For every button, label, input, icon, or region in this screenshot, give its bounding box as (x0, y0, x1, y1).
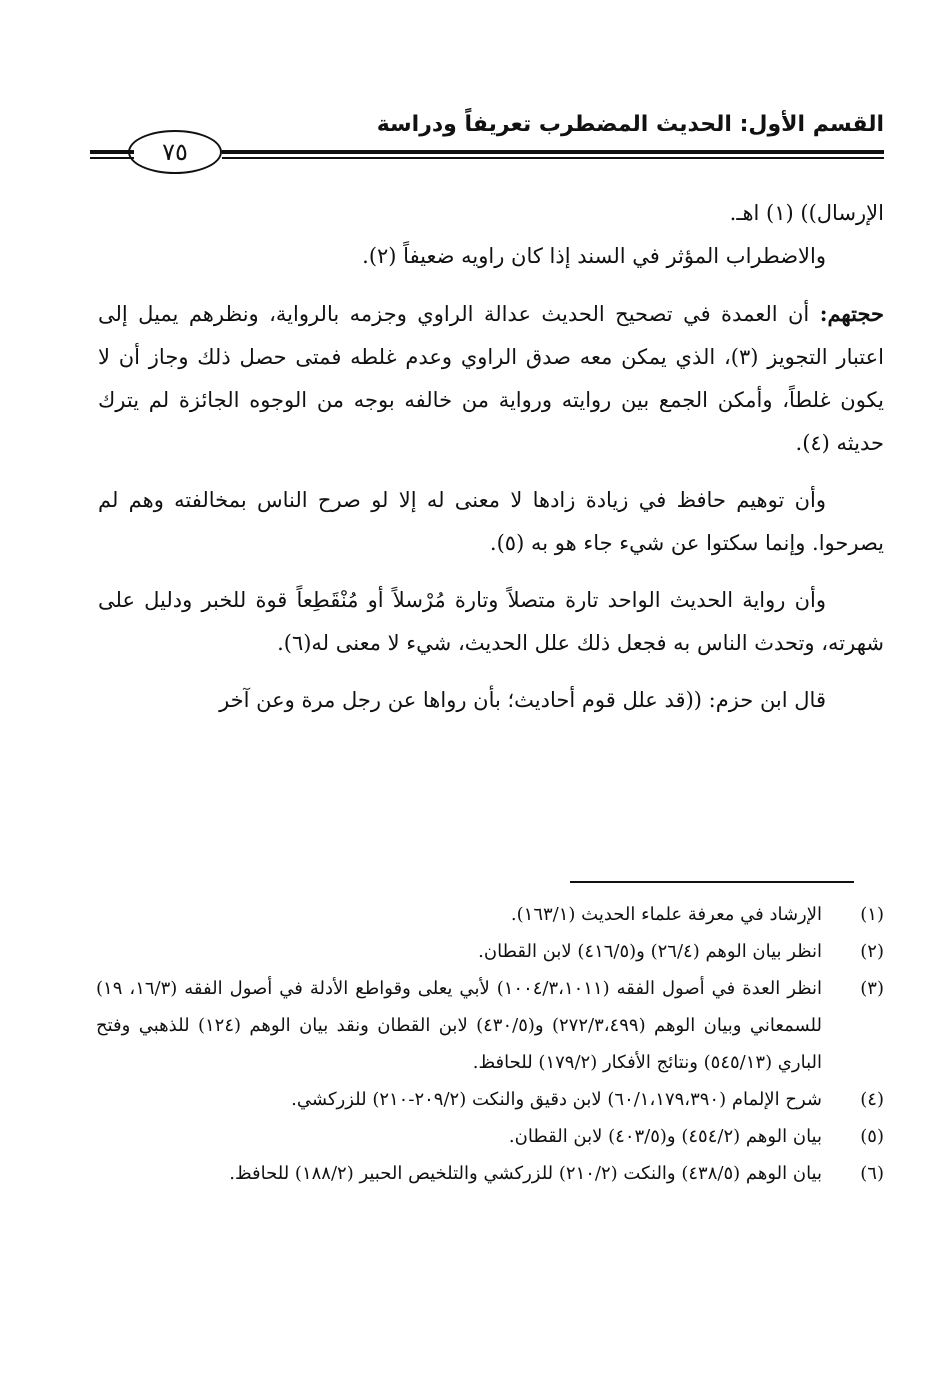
footnote (96, 1118, 884, 1155)
footnote-text: بيان الوهم (٤٣٨/٥) والنكت (٢١٠/٢) للزركشي والتلخيص الحبير (١٨٨/٢) للحافظ. (229, 1163, 822, 1184)
footnote-number: (٣) (860, 978, 884, 999)
paragraph-5: وأن رواية الحديث الواحد تارة متصلاً وتارة مُرْسلاً أو مُنْقَطِعاً قوة للخبر ودليل على شهرته، وتحدث الناس به فجعل ذلك علل الحديث، شيء لا معنى له(٦). (98, 588, 884, 655)
paragraph-6: قال ابن حزم: ((قد علل قوم أحاديث؛ بأن رواها عن رجل مرة وعن آخر (219, 688, 826, 712)
header-rule (222, 150, 884, 154)
footnote-number: (٤) (860, 1089, 884, 1110)
footnotes (96, 896, 884, 1192)
paragraph-3-text: أن العمدة في تصحيح الحديث عدالة الراوي وجزمه بالرواية، ونظرهم يميل إلى اعتبار التجويز (٣)، الذي يمكن معه صدق الراوي وعدم غلطه فمتى حصل ذلك وجاز أن لا يكون غلطاً، وأمكن الجمع بين روايته ورواية من خالفه بوجه من الوجوه الجائزة لم يترك حديثه (٤). (98, 302, 885, 455)
footnote (96, 1155, 884, 1192)
footnote-number: (٥) (860, 1126, 884, 1147)
footnote (96, 933, 884, 970)
footnote-number: (٦) (860, 1163, 884, 1184)
main-text (98, 192, 884, 722)
footnote-number: (١) (860, 904, 884, 925)
paragraph-3 (98, 292, 884, 465)
header-rule-left-thin (90, 157, 134, 159)
footnote-text: انظر العدة في أصول الفقه (١٠٠٤/٣،١٠١١) لأبي يعلى وقواطع الأدلة في أصول الفقه (١٦/٣، ١٩) للسمعاني وبيان الوهم (٢٧٢/٣،٤٩٩) و(٤٣٠/٥) لابن القطان ونقد بيان الوهم (١٢٤) للذهبي وفتح الباري (٥٤٥/١٣) ونتائج الأفكار (١٧٩/٢) للحافظ. (96, 978, 822, 1073)
footnote (96, 896, 884, 933)
header-rule-thin (222, 157, 884, 159)
running-header-title: القسم الأول: الحديث المضطرب تعريفاً ودراسة (376, 112, 884, 137)
footnote-text: الإرشاد في معرفة علماء الحديث (١٦٣/١). (510, 904, 822, 925)
paragraph-2: والاضطراب المؤثر في السند إذا كان راويه ضعيفاً (٢). (362, 244, 826, 268)
paragraph-4: وأن توهيم حافظ في زيادة زادها لا معنى له إلا لو صرح الناس بمخالفته وهم لم يصرحوا. وإنما سكتوا عن شيء جاء هو به (٥). (98, 488, 884, 555)
paragraph-3-heading: حجتهم: (819, 301, 884, 326)
footnote-text: شرح الإلمام (٦٠/١،١٧٩،٣٩٠) لابن دقيق والنكت (٢٠٩/٢-٢١٠) للزركشي. (291, 1089, 822, 1110)
page-number: ٧٥ (128, 130, 222, 174)
footnote-separator (570, 881, 854, 883)
paragraph-1: الإرسال)) (١) اهـ. (729, 201, 884, 225)
footnote (96, 1081, 884, 1118)
footnote (96, 970, 884, 1081)
footnote-text: بيان الوهم (٤٥٤/٢) و(٤٠٣/٥) لابن القطان. (508, 1126, 822, 1147)
footnote-number: (٢) (860, 941, 884, 962)
footnote-text: انظر بيان الوهم (٢٦/٤) و(٤١٦/٥) لابن القطان. (478, 941, 822, 962)
